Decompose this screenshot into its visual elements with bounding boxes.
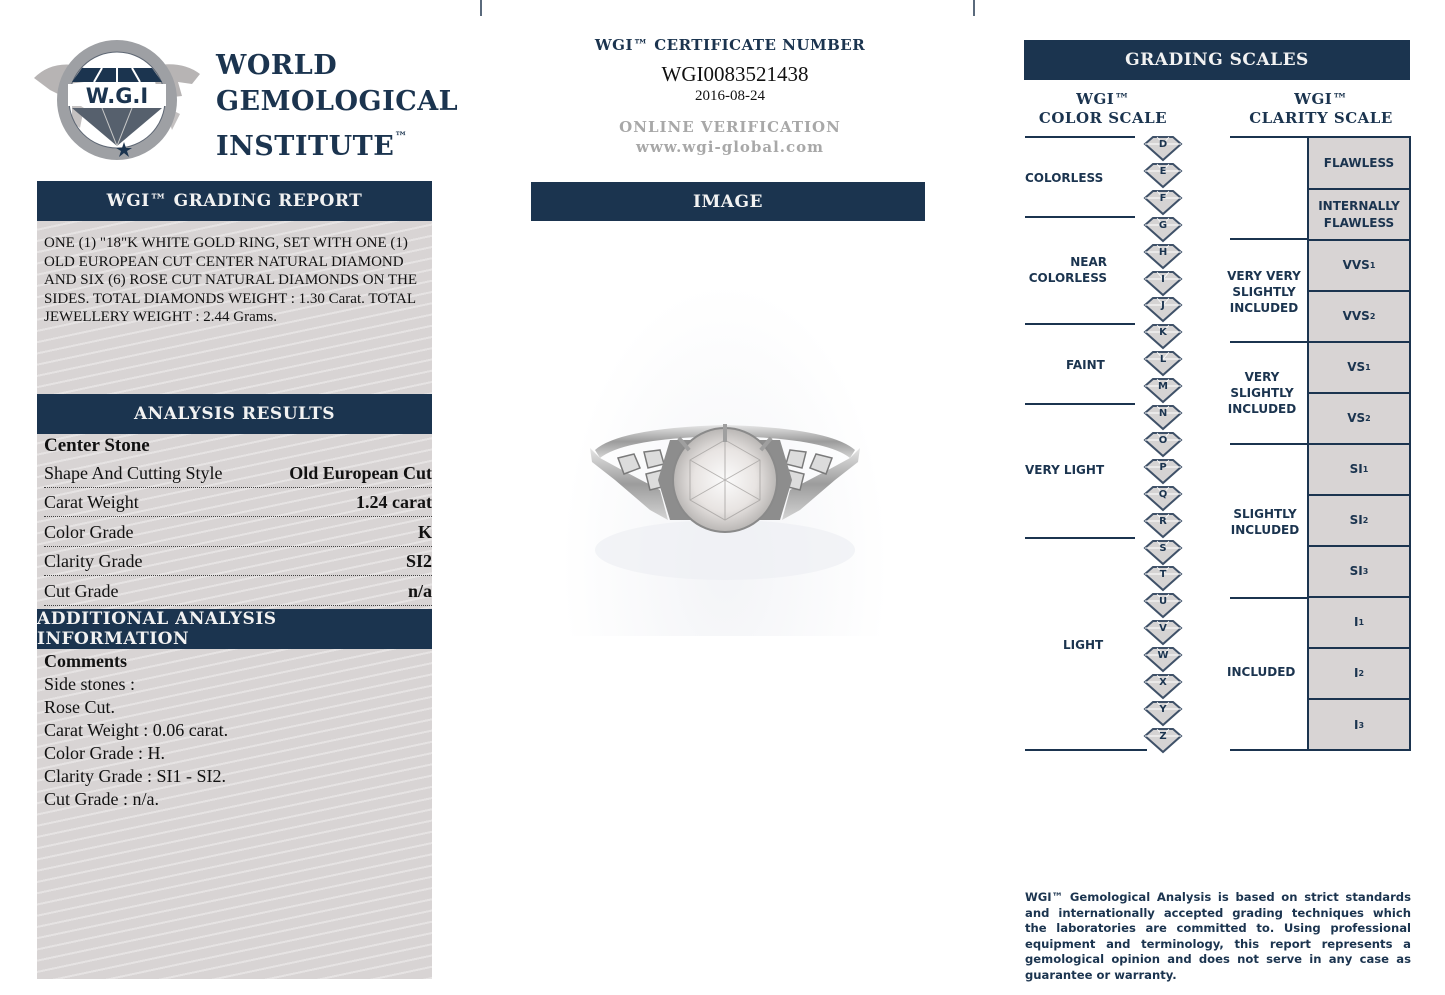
certificate-number: WGI0083521438	[661, 62, 809, 86]
analysis-results-table	[44, 434, 432, 606]
clarity-scale-title: WGI™ CLARITY SCALE	[1249, 90, 1393, 127]
result-row-shape	[44, 458, 432, 488]
color-divider	[1025, 323, 1135, 325]
wgi-logo	[32, 38, 459, 163]
clarity-vvs1: VVS 1	[1309, 241, 1409, 292]
color-category-colorless: COLORLESS	[1025, 171, 1104, 185]
row-value: Old European Cut	[289, 462, 432, 483]
color-grade-e	[1143, 162, 1183, 189]
clarity-vs2: VS 2	[1309, 394, 1409, 445]
color-grade-letter: Z	[1159, 730, 1167, 742]
clarity-category-vs: VERY SLIGHTLY INCLUDED	[1227, 370, 1297, 416]
center-stone-title: Center Stone	[44, 435, 150, 456]
verification-url[interactable]: www.wgi-global.com	[635, 138, 825, 156]
clarity-vs1: VS 1	[1309, 343, 1409, 394]
color-grade-letter: R	[1159, 515, 1167, 527]
color-category-light: LIGHT	[1063, 638, 1104, 652]
image-header: IMAGE	[531, 182, 925, 221]
comment-line: Side stones :	[44, 674, 136, 694]
color-grade-letter: Q	[1158, 488, 1168, 500]
color-grade-q	[1143, 485, 1183, 512]
clarity-si1: SI 1	[1309, 445, 1409, 496]
color-divider	[1025, 216, 1135, 218]
color-grade-y	[1143, 700, 1183, 727]
clarity-divider	[1230, 341, 1308, 343]
color-grade-k	[1143, 323, 1183, 350]
ring-icon	[560, 280, 890, 636]
color-grade-l	[1143, 350, 1183, 377]
color-category-faint: FAINT	[1066, 358, 1105, 372]
color-grade-letter: I	[1161, 273, 1165, 285]
row-value: SI2	[405, 551, 432, 571]
clarity-divider	[1230, 749, 1308, 751]
color-grade-n	[1143, 404, 1183, 431]
color-grade-h	[1143, 243, 1183, 270]
color-grade-x	[1143, 673, 1183, 700]
comments-title: Comments	[44, 651, 127, 671]
svg-text:W.G.I: W.G.I	[85, 84, 149, 108]
clarity-category-si: SLIGHTLY INCLUDED	[1230, 507, 1300, 537]
color-grade-letter: M	[1158, 381, 1168, 393]
clarity-divider	[1230, 136, 1308, 138]
color-grade-letter: S	[1159, 542, 1167, 554]
row-value: 1.24 carat	[356, 492, 432, 512]
color-grade-letter: Y	[1159, 703, 1167, 715]
certificate-date: 2016-08-24	[695, 88, 765, 104]
row-label: Color Grade	[44, 521, 134, 542]
clarity-i1: I 1	[1309, 598, 1409, 649]
item-description: ONE (1) "18"K WHITE GOLD RING, SET WITH ONE (1) OLD EUROPEAN CUT CENTER NATURAL DIAMOND AND SIX (6) ROSE CUT NATURAL DIAMONDS ON THE SIDES. TOTAL DIAMONDS WEIGHT : 1.30 Carat. TOTAL JEWELLERY WEIGHT : 2.44 Grams.	[44, 235, 418, 326]
certificate-number-heading: WGI™ CERTIFICATE NUMBER	[594, 36, 866, 54]
wgi-emblem-icon	[32, 38, 202, 163]
logo-line-2: GEMOLOGICAL	[216, 86, 459, 117]
color-grade-letter: E	[1159, 165, 1167, 177]
online-verification	[530, 117, 930, 157]
color-grade-f	[1143, 189, 1183, 216]
color-grade-v	[1143, 619, 1183, 646]
color-grade-letter: D	[1158, 139, 1168, 150]
row-value: n/a	[407, 580, 432, 601]
clarity-category-vvs: VERY VERY SLIGHTLY INCLUDED	[1227, 269, 1301, 315]
color-grade-i	[1143, 270, 1183, 297]
grading-report-header: WGI™ GRADING REPORT	[37, 181, 432, 221]
analysis-results-header: ANALYSIS RESULTS	[37, 394, 432, 434]
color-grade-r	[1143, 512, 1183, 539]
color-grade-g	[1143, 216, 1183, 243]
color-divider	[1025, 136, 1135, 138]
clarity-grade-column	[1307, 136, 1411, 751]
color-grade-letter: H	[1158, 246, 1168, 258]
clarity-divider	[1230, 597, 1308, 599]
result-row-cut	[44, 576, 432, 606]
row-label: Shape And Cutting Style	[44, 462, 223, 483]
additional-info-header: ADDITIONAL ANALYSIS INFORMATION	[37, 609, 432, 649]
color-grade-letter: O	[1158, 434, 1168, 446]
color-category-very-light: VERY LIGHT	[1025, 463, 1105, 477]
color-grade-d	[1143, 135, 1183, 162]
logo-line-3: INSTITUTE™	[216, 130, 408, 162]
grading-scales-header: GRADING SCALES	[1024, 40, 1410, 80]
color-grade-m	[1143, 377, 1183, 404]
clarity-si2: SI 2	[1309, 496, 1409, 547]
color-grade-letter: W	[1157, 650, 1169, 662]
clarity-category-included: INCLUDED	[1227, 665, 1296, 679]
comment-line: Color Grade : H.	[44, 743, 165, 763]
ring-photo	[560, 280, 890, 636]
color-grade-letter: J	[1161, 300, 1165, 312]
clarity-vvs2: VVS 2	[1309, 292, 1409, 343]
color-grade-z	[1143, 727, 1183, 754]
comment-line: Clarity Grade : SI1 - SI2.	[44, 766, 226, 786]
color-grade-t	[1143, 565, 1183, 592]
color-grade-letter: T	[1159, 569, 1167, 581]
fold-mark-left	[480, 0, 482, 16]
result-row-carat	[44, 488, 432, 518]
clarity-si3: SI 3	[1309, 547, 1409, 598]
clarity-divider	[1230, 443, 1308, 445]
color-grade-letter: K	[1159, 327, 1167, 339]
row-label: Clarity Grade	[44, 551, 143, 571]
color-grade-letter: G	[1158, 219, 1168, 231]
color-grade-letter: U	[1158, 596, 1168, 608]
logo-wordmark	[216, 48, 458, 165]
color-grade-letter: N	[1158, 408, 1168, 419]
fold-mark-right	[973, 0, 975, 16]
color-grade-p	[1143, 458, 1183, 485]
color-divider	[1025, 537, 1135, 539]
comment-line: Carat Weight : 0.06 carat.	[44, 720, 229, 740]
color-grade-w	[1143, 646, 1183, 673]
clarity-internally-flawless: INTERNALLY FLAWLESS	[1309, 190, 1409, 241]
result-row-clarity	[44, 547, 432, 577]
result-row-color	[44, 517, 432, 547]
color-grade-s	[1143, 539, 1183, 566]
row-value: K	[417, 521, 432, 542]
disclaimer-text: WGI™ Gemological Analysis is based on strict standards and internationally accepted grading techniques which the laboratories are committed to. Using professional equipment and terminology, this report represents a gemological opinion and does not serve in any case as guarantee or warranty.	[1025, 890, 1411, 982]
color-grade-letter: X	[1159, 677, 1167, 688]
comment-line: Cut Grade : n/a.	[44, 789, 159, 809]
color-grade-j	[1143, 296, 1183, 323]
verification-label: ONLINE VERIFICATION	[619, 118, 841, 136]
color-category-near-colorless: NEAR COLORLESS	[1028, 255, 1107, 285]
color-grade-u	[1143, 592, 1183, 619]
color-scale-title: WGI™ COLOR SCALE	[1038, 90, 1168, 127]
color-grade-o	[1143, 431, 1183, 458]
clarity-i2: I 2	[1309, 649, 1409, 700]
row-label: Cut Grade	[44, 580, 119, 601]
color-divider	[1025, 403, 1135, 405]
clarity-divider	[1230, 238, 1308, 240]
clarity-i3: I 3	[1353, 717, 1365, 732]
additional-info-comments	[44, 650, 432, 811]
color-grade-letter: L	[1159, 354, 1167, 366]
color-grade-letter: P	[1159, 461, 1167, 473]
color-divider	[1025, 749, 1147, 751]
clarity-flawless: FLAWLESS	[1309, 138, 1409, 190]
comment-line: Rose Cut.	[44, 697, 116, 717]
row-label: Carat Weight	[44, 492, 139, 512]
logo-line-1: WORLD	[216, 50, 338, 81]
color-grade-letter: F	[1159, 192, 1167, 204]
color-grade-letter: V	[1159, 623, 1167, 635]
